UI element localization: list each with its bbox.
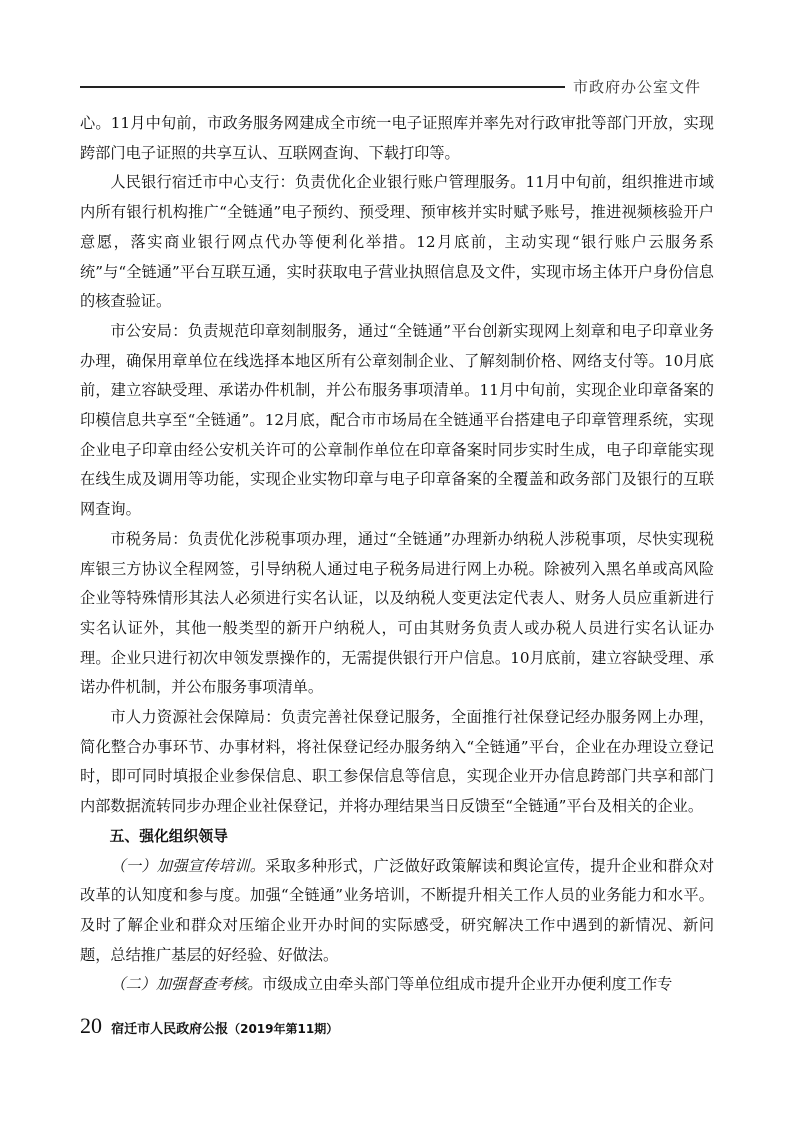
- paragraph-text: 采取多种形式，广泛做好政策解读和舆论宣传，提升企业和群众对改革的认知度和参与度。加强“全链通”业务培训，不断提升相关工作人员的业务能力和水平。及时了解企业和群众对压缩企业开办时间的实际感受，研究解决工作中遇到的新情况、新问题，总结推广基层的好经验、好做法。: [80, 856, 715, 964]
- journal-name: 宿迁市人民政府公报: [111, 1022, 229, 1037]
- page-number: 20: [80, 1013, 102, 1038]
- page-footer: [80, 1013, 338, 1039]
- journal-issue: （2019年第11期）: [228, 1022, 339, 1036]
- subheading-lead: （二）加强督查考核。: [110, 975, 263, 994]
- paragraph-pboc: 人民银行宿迁市中心支行：负责优化企业银行账户管理服务。11月中旬前，组织推进市域内所有银行机构推广“全链通”电子预约、预受理、预审核并实时赋予账号，推进视频核验开户意愿，落实商业银行网点代办等便利化举措。12月底前，主动实现“银行账户云服务系统”与“全链通”平台互联互通，实时获取电子营业执照信息及文件，实现市场主体开户身份信息的核查验证。: [80, 173, 714, 311]
- paragraph-social-security: 市人力资源社会保障局：负责完善社保登记服务，全面推行社保登记经办服务网上办理，简化整合办事环节、办事材料，将社保登记经办服务纳入“全链通”平台，企业在办理设立登记时，即可同时填报企业参保信息、职工参保信息等信息，实现企业开办信息跨部门共享和部门内部数据流转同步办理企业社保登记，并将办理结果当日反馈至“全链通”平台及相关的企业。: [80, 708, 714, 816]
- subheading-lead: （一）加强宣传培训。: [110, 856, 266, 875]
- section-heading: 五、强化组织领导: [109, 827, 228, 845]
- paragraph-supervision: [80, 970, 714, 1000]
- header-section-label: 市政府办公室文件: [573, 78, 702, 96]
- paragraph-tax: 市税务局：负责优化涉税事项办理，通过“全链通”办理新办纳税人涉税事项，尽快实现税库银三方协议全程网签，引导纳税人通过电子税务局进行网上办税。除被列入黑名单或高风险企业等特殊情形其法人必须进行实名认证，以及纳税人变更法定代表人、财务人员应重新进行实名认证外，其他一般类型的新开户纳税人，可由其财务负责人或办税人员进行实名认证办理。企业只进行初次申领发票操作的，无需提供银行开户信息。10月底前，建立容缺受理、承诺办件机制，并公布服务事项清单。: [80, 529, 714, 697]
- header-rule: [80, 86, 565, 88]
- document-body: [80, 109, 714, 1000]
- paragraph-public-security: 市公安局：负责规范印章刻制服务，通过“全链通”平台创新实现网上刻章和电子印章业务办理，确保用章单位在线选择本地区所有公章刻制企业、了解刻制价格、网络支付等。10月底前，建立容缺受理、承诺办件机制，并公布服务事项清单。11月中旬前，实现企业印章备案的印模信息共享至“全链通”。12月底，配合市市场局在全链通平台搭建电子印章管理系统，实现企业电子印章由经公安机关许可的公章制作单位在印章备案时同步实时生成，电子印章能实现在线生成及调用等功能，实现企业实物印章与电子印章备案的全覆盖和政务部门及银行的互联网查询。: [80, 321, 714, 519]
- paragraph-publicity: [80, 852, 714, 971]
- paragraph-continued: 心。11月中旬前，市政务服务网建成全市统一电子证照库并率先对行政审批等部门开放，实现跨部门电子证照的共享互认、互联网查询、下载打印等。: [80, 114, 714, 162]
- paragraph-text: 市级成立由牵头部门等单位组成市提升企业开办便利度工作专: [262, 975, 673, 994]
